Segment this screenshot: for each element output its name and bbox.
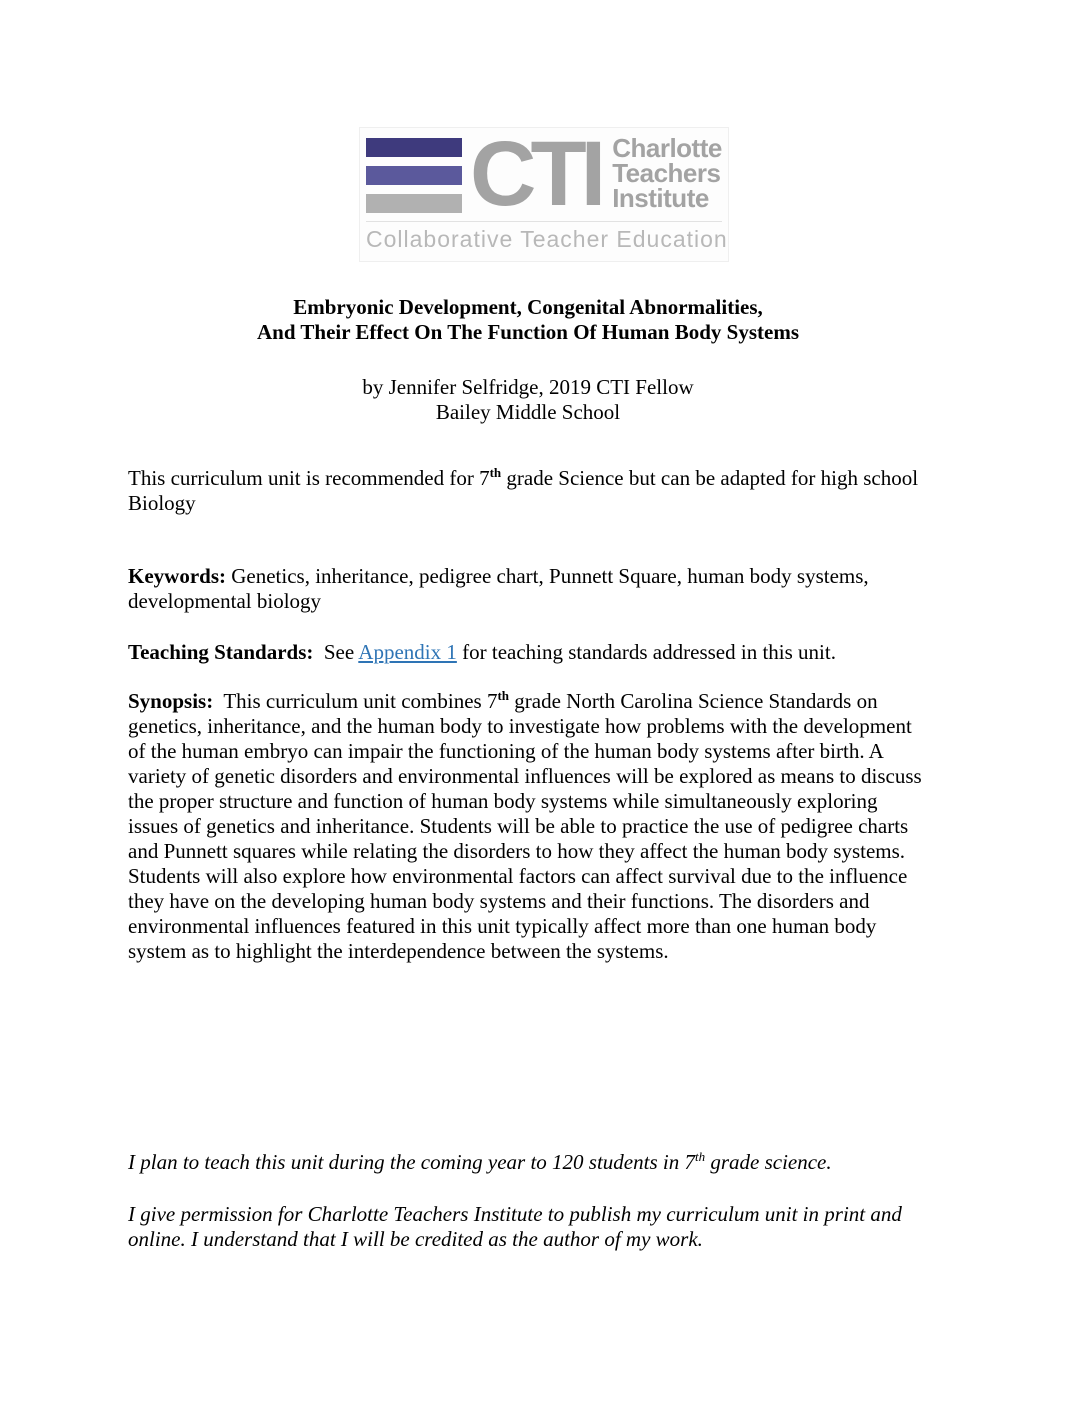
byline-school: Bailey Middle School <box>435 400 621 424</box>
logo-bars-icon <box>366 138 462 213</box>
cti-logo-main <box>366 123 722 225</box>
text-segment: This curriculum unit is recommended for 7 <box>128 466 490 490</box>
text-segment: for teaching standards addressed in this unit. <box>456 640 836 664</box>
text-segment: Synopsis: <box>128 689 214 713</box>
text-segment: This curriculum unit combines 7 <box>213 689 498 713</box>
logo-bar-middle <box>366 166 462 185</box>
superscript-text: th <box>694 1149 706 1164</box>
teaching-standards-paragraph <box>128 640 928 665</box>
title-line-2: And Their Effect On The Function Of Human Body Systems <box>257 320 799 344</box>
text-segment: Teaching Standards: <box>128 640 314 664</box>
logo-bar-top <box>366 138 462 157</box>
document-body <box>128 295 928 1252</box>
text-segment: I give permission for Charlotte Teachers Institute to publish my curriculum unit in print and online. I understand that I will be credited as the author of my work. <box>128 1202 908 1251</box>
cti-logo <box>359 123 729 262</box>
text-segment: I plan to teach this unit during the coming year to 120 students in 7 <box>128 1150 695 1174</box>
logo-name-line-1: Charlotte <box>612 133 722 163</box>
byline <box>128 375 928 425</box>
text-segment: See <box>313 640 359 664</box>
text-segment: grade Science but can be adapted for high school Biology <box>128 466 924 515</box>
title-line-1: Embryonic Development, Congenital Abnormalities, <box>293 295 763 319</box>
logo-name-line-2: Teachers <box>612 158 721 188</box>
text-segment: Keywords: <box>128 564 226 588</box>
logo-acronym: CTI <box>470 123 601 225</box>
logo-name-line-3: Institute <box>612 183 709 213</box>
keywords-paragraph <box>128 564 928 614</box>
logo-bar-bottom <box>366 194 462 213</box>
byline-author: by Jennifer Selfridge, 2019 CTI Fellow <box>362 375 694 399</box>
logo-tagline: Collaborative Teacher Education <box>366 221 722 253</box>
superscript-text: th <box>497 688 510 703</box>
document-title <box>128 295 928 345</box>
synopsis-paragraph <box>128 689 928 964</box>
permission-note <box>128 1202 928 1252</box>
text-segment: Genetics, inheritance, pedigree chart, Punnett Square, human body systems, developmental biology <box>128 564 874 613</box>
text-segment: grade North Carolina Science Standards on genetics, inheritance, and the human body to investigate how problems with the development of the human embryo can impair the functioning of the human body systems after birth. A variety of genetic disorders and environmental influences will be explored as means to discuss the proper structure and function of human body systems while simultaneously exploring issues of genetics and inheritance. Students will be able to practice the use of pedigree charts and Punnett squares while relating the disorders to how they affect the human body systems. Students will also explore how environmental factors can affect survival due to the influence they have on the developing human body systems and their functions. The disorders and environmental influences featured in this unit typically affect more than one human body system as to highlight the interdependence between the systems. <box>128 689 927 963</box>
recommendation-paragraph <box>128 466 928 516</box>
superscript-text: th <box>489 465 502 480</box>
teach-plan-note <box>128 1150 928 1175</box>
logo-institute-name <box>612 133 722 213</box>
appendix-1-link[interactable]: Appendix 1 <box>358 640 457 664</box>
text-segment: grade science. <box>705 1150 832 1174</box>
